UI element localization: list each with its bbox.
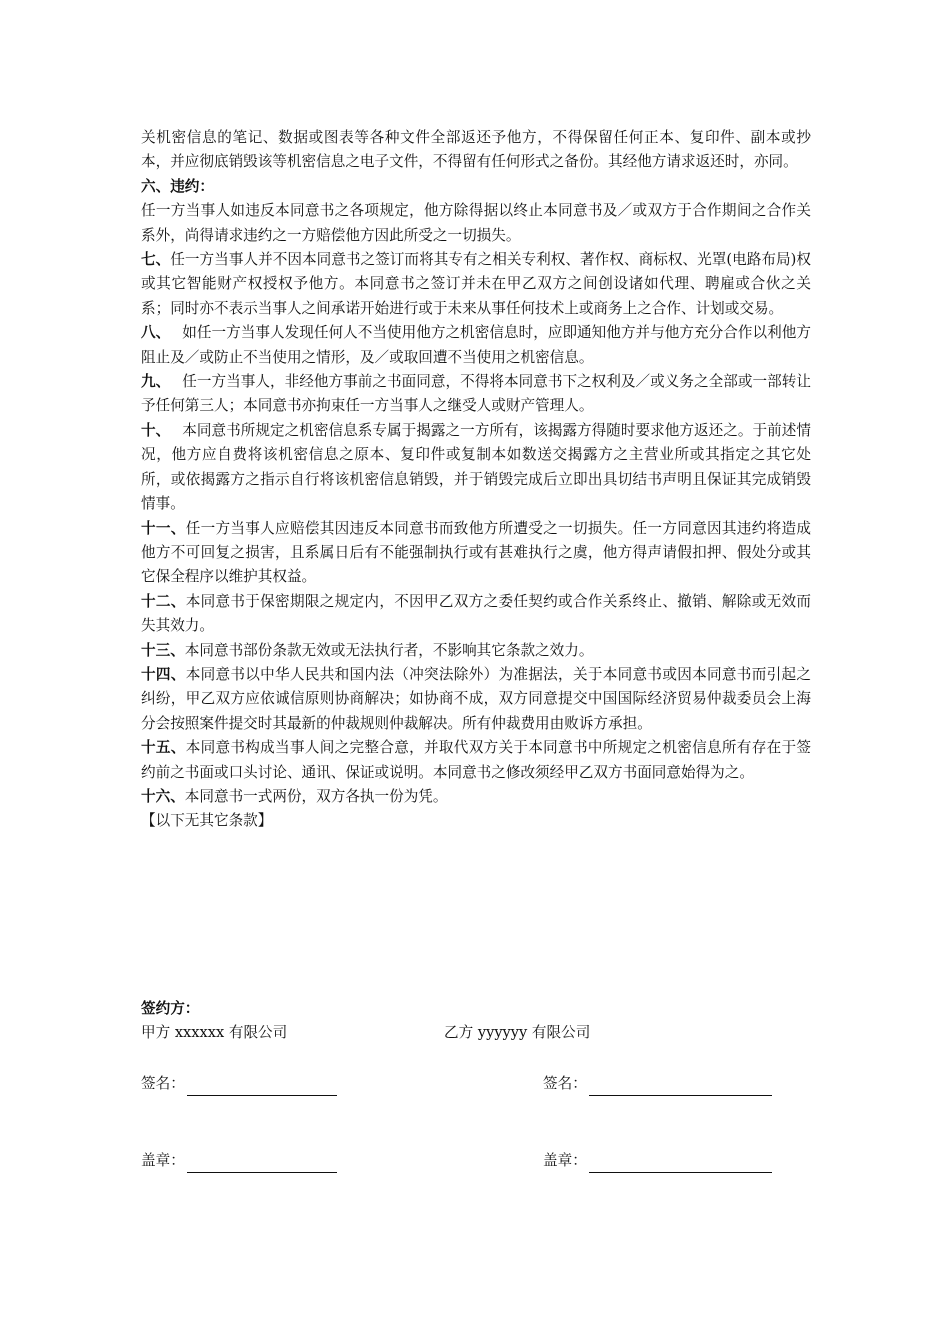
clause-6-body: 任一方当事人如违反本同意书之各项规定，他方除得据以终止本同意书及／或双方于合作期间之合作关系外，尚得请求违约之一方赔偿他方因此所受之一切损失。	[141, 202, 811, 244]
party-b-seal	[543, 1149, 772, 1173]
clause-11: 十一、任一方当事人应赔偿其因违反本同意书而致他方所遭受之一切损失。任一方同意因其违约将造成他方不可回复之损害，且系属日后有不能强制执行或有甚难执行之虞，他方得声请假扣押、假处分或其它保全程序以维护其权益。	[141, 519, 811, 586]
clause-6-heading: 六、违约：	[141, 177, 214, 195]
paragraph-continuation: 关机密信息的笔记、数据或图表等各种文件全部返还予他方，不得保留任何正本、复印件、副本或抄本，并应彻底销毁该等机密信息之电子文件，不得留有任何形式之备份。其经他方请求返还时，亦同。	[141, 129, 811, 171]
clause-9: 九、 任一方当事人，非经他方事前之书面同意，不得将本同意书下之权利及／或义务之全部或一部转让予任何第三人；本同意书亦拘束任一方当事人之继受人或财产管理人。	[141, 373, 811, 415]
clause-14: 十四、本同意书以中华人民共和国内法（冲突法除外）为准据法，关于本同意书或因本同意书而引起之纠纷，甲乙双方应依诚信原则协商解决；如协商不成，双方同意提交中国国际经济贸易仲裁委员会上海分会按照案件提交时其最新的仲裁规则仲裁解决。所有仲裁费用由败诉方承担。	[141, 665, 811, 732]
signature-label: 签名：	[141, 1075, 185, 1092]
party-a-signature	[141, 1072, 337, 1096]
signature-row	[141, 1072, 811, 1096]
clause-13: 十三、本同意书部份条款无效或无法执行者，不影响其它条款之效力。	[141, 641, 594, 659]
seal-row	[141, 1149, 811, 1173]
signature-label: 签名：	[543, 1075, 587, 1092]
signatory-title: 签约方：	[141, 1000, 200, 1017]
signature-line[interactable]	[187, 1077, 337, 1096]
clause-7: 七、任一方当事人并不因本同意书之签订而将其专有之相关专利权、著作权、商标权、光罩(电路布局)权或其它智能财产权授权予他方。本同意书之签订并未在甲乙双方之间创设诸如代理、聘雇或合伙之关系；同时亦不表示当事人之间承诺开始进行或于未来从事任何技术上或商务上之合作、计划或交易。	[141, 251, 811, 317]
seal-line[interactable]	[187, 1154, 337, 1173]
clause-15: 十五、本同意书构成当事人间之完整合意，并取代双方关于本同意书中所规定之机密信息所有存在于签约前之书面或口头讨论、通讯、保证或说明。本同意书之修改须经甲乙双方书面同意始得为之。	[141, 739, 811, 781]
seal-label: 盖章：	[543, 1152, 587, 1169]
signature-line[interactable]	[589, 1077, 772, 1096]
party-row	[141, 1021, 811, 1049]
party-b-signature	[543, 1072, 772, 1096]
end-of-clauses-note: 【以下无其它条款】	[141, 812, 273, 830]
seal-label: 盖章：	[141, 1152, 185, 1169]
clause-10: 十、 本同意书所规定之机密信息系专属于揭露之一方所有，该揭露方得随时要求他方返还之。于前述情况，他方应自费将该机密信息之原本、复印件或复制本如数送交揭露方之主营业所或其指定之其它处所，或依揭露方之指示自行将该机密信息销毁，并于销毁完成后立即出具切结书声明且保证其完成销毁情事。	[141, 421, 811, 513]
agreement-body	[141, 126, 811, 834]
clause-12: 十二、本同意书于保密期限之规定内，不因甲乙双方之委任契约或合作关系终止、撤销、解除或无效而失其效力。	[141, 592, 811, 635]
seal-line[interactable]	[589, 1154, 772, 1173]
party-b-name: 乙方 yyyyyy 有限公司	[444, 1024, 591, 1041]
clause-16: 十六、本同意书一式两份，双方各执一份为凭。	[141, 787, 448, 805]
signatory-section	[141, 997, 811, 1049]
party-a-seal	[141, 1149, 337, 1173]
clause-8: 八、 如任一方当事人发现任何人不当使用他方之机密信息时，应即通知他方并与他方充分合作以利他方阻止及／或防止不当使用之情形，及／或取回遭不当使用之机密信息。	[141, 324, 811, 366]
party-a-name: 甲方 xxxxxx 有限公司	[141, 1024, 288, 1041]
